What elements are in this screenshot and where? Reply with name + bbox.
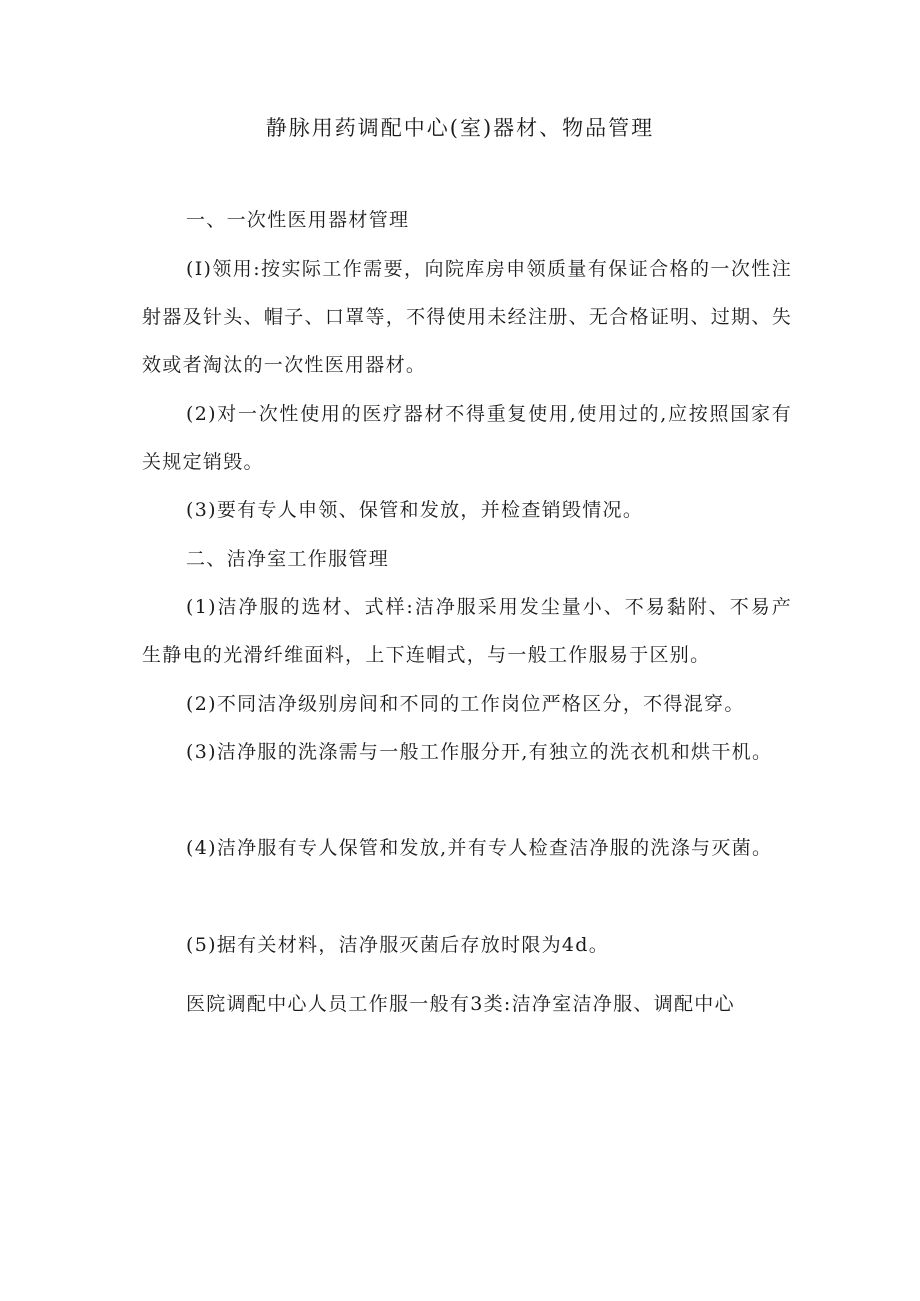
- paragraph-staff-clothing: 医院调配中心人员工作服一般有3类:洁净室洁净服、调配中心: [186, 993, 735, 1015]
- paragraph-washing: (3)洁净服的洗涤需与一般工作服分开,有独立的洗衣机和烘干机。: [186, 741, 773, 763]
- document-title: 静脉用药调配中心(室)器材、物品管理: [265, 116, 655, 140]
- paragraph-storage-limit: (5)据有关材料，洁净服灭菌后存放时限为4d。: [186, 934, 610, 956]
- paragraph-no-mixing: (2)不同洁净级别房间和不同的工作岗位严格区分，不得混穿。: [186, 693, 745, 715]
- paragraph-collection: (I)领用:按实际工作需要，向院库房申领质量有保证合格的一次性注射器及针头、帽子、口罩等，不得使用未经注册、无合格证明、过期、失效或者淘汰的一次性医用器材。: [142, 258, 792, 376]
- paragraph-dedicated-staff: (3)要有专人申领、保管和发放，并检查销毁情况。: [186, 499, 644, 521]
- paragraph-clothing-material: (1)洁净服的选材、式样:洁净服采用发尘量小、不易黏附、不易产生静电的光滑纤维面料，上下连帽式，与一般工作服易于区别。: [142, 596, 792, 666]
- section-heading-disposable-equipment: 一、一次性医用器材管理: [186, 209, 410, 231]
- paragraph-no-reuse: (2)对一次性使用的医疗器材不得重复使用,使用过的,应按照国家有关规定销毁。: [142, 403, 792, 473]
- section-heading-cleanroom-clothing: 二、洁净室工作服管理: [186, 548, 390, 570]
- paragraph-custody: (4)洁净服有专人保管和发放,并有专人检查洁净服的洗涤与灭菌。: [186, 837, 773, 859]
